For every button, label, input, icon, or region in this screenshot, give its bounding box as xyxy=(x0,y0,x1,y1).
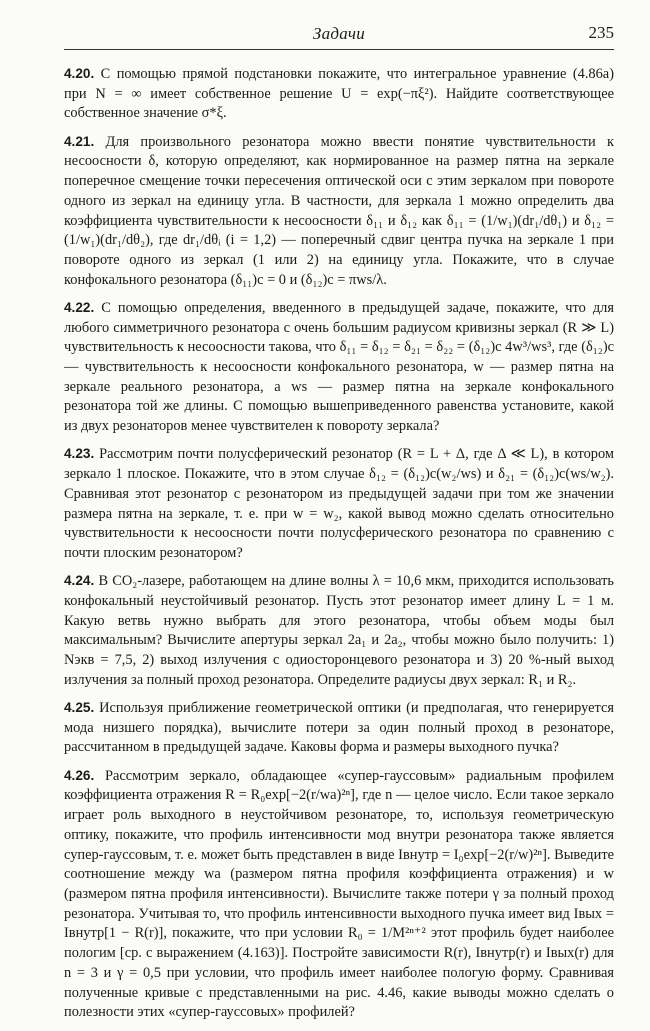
problem-4-24 xyxy=(64,571,614,690)
section-title: Задачи xyxy=(312,24,366,43)
problem-text: С помощью определения, введенного в предыдущей задаче, покажите, что для любого симметричного резонатора с очень большим радиусом кривизны зеркал (R ≫ L) чувствительность к несоосности такова, что δ₁₁ = δ₁₂ = δ₂₁ = δ₂₂ = (δ₁₂)c 4w³/ws³, где (δ₁₂)c — чувствительность к несоосности конфокального резонатора, w — размер пятна на зеркале реального резонатора, а ws — размер пятна на зеркале конфокального резонатора той же длины. С помощью вышеприведенного равенства установите, какой из двух резонаторов менее чувствителен к повороту зеркала? xyxy=(64,299,614,435)
problem-4-25 xyxy=(64,698,614,758)
problem-4-22 xyxy=(64,298,614,437)
problem-text: Рассмотрим зеркало, обладающее «супер-гауссовым» радиальным профилем коэффициента отражения R = R₀exp[−2(r/wa)²ⁿ], где n — целое число. Если такое зеркало играет роль выходного в неустойчивом резонаторе, то, используя геометрическую оптику, покажите, что профиль интенсивности мод внутри резонатора также является супер-гауссовым, т. е. может быть представлен в виде Iвнутр = I₀exp[−2(r/w)²ⁿ]. Выведите соотношение между wa (размером пятна профиля коэффициента отражения) и w (размером пятна профиля интенсивности). Вычислите также потери γ за полный проход резонатора. Учитывая то, что профиль интенсивности выходного пучка имеет вид Iвых = Iвнутр[1 − R(r)], покажите, что при условии R₀ = 1/M²ⁿ⁺² этот профиль будет наиболее пологим [ср. с выражением (4.163)]. Постройте зависимости R(r), Iвнутр(r) и Iвых(r) для n = 3 и γ = 0,5 при условии, что профиль имеет наиболее пологую форму. Сравнивая полученные кривые с представленными на рис. 4.46, какие выводы можно сделать о полезности этих «супер-гауссовых» профилей? xyxy=(64,767,614,1021)
header-divider xyxy=(64,49,614,50)
problem-text: В CO₂-лазере, работающем на длине волны λ = 10,6 мкм, приходится использовать конфокальный неустойчивый резонатор. Пусть этот резонатор имеет длину L = 1 м. Какую ветвь нужно выбрать для этого резонатора, чтобы объем моды был максимальным? Вычислите апертуры зеркал 2a₁ и 2a₂, чтобы можно было получить: 1) Nэкв = 7,5, 2) выход излучения с одиосторонцевого резонатора и 3) 20 %-ный выход излучения за полный проход резонатора. Определите радиусы двух зеркал: R₁ и R₂. xyxy=(64,573,614,688)
problem-number: 4.26. xyxy=(64,767,95,783)
problem-4-20 xyxy=(64,64,614,124)
problem-text: С помощью прямой подстановки покажите, что интегральное уравнение (4.86а) при N = ∞ имеет собственное решение U = exp(−πξ²). Найдите соответствующее собственное значение σ*ξ. xyxy=(64,66,614,122)
problem-4-23 xyxy=(64,444,614,563)
problem-number: 4.24. xyxy=(64,573,95,589)
problem-text: Для произвольного резонатора можно ввести понятие чувствительности к несоосности δ, которую определяют, как нормированное на размер пятна на зеркале поперечное смещение точки пересечения оптической оси с этим зеркалом при повороте одного из зеркал на единицу угла. В частности, для зеркала 1 можно определить два коэффициента чувствительности к несоосности δ₁₁ и δ₁₂ как δ₁₁ = (1/w₁)(dr₁/dθ₁) и δ₁₂ = (1/w₁)(dr₁/dθ₂), где dr₁/dθᵢ (i = 1,2) — поперечный сдвиг центра пучка на зеркале 1 при повороте одного из зеркал (1 или 2) на единицу угла. Покажите, что в случае конфокального резонатора (δ₁₁)c = 0 и (δ₁₂)c = πws/λ. xyxy=(64,133,614,288)
problem-number: 4.23. xyxy=(64,446,95,462)
page-number: 235 xyxy=(588,23,614,42)
problem-4-26 xyxy=(64,766,614,1023)
problem-text: Рассмотрим почти полусферический резонатор (R = L + Δ, где Δ ≪ L), в котором зеркало 1 плоское. Покажите, что в этом случае δ₁₂ = (δ₁₂)c(w₂/ws) и δ₂₁ = (δ₁₂)c(ws/w₂). Сравнивая этот резонатор с резонатором из предыдущей задачи при том же значении размера пятна на зеркале, т. е. при w = w₂, какой вывод можно сделать относительно чувствительности к несоосности почти полусферического резонатора по сравнению с почти плоским резонатором? xyxy=(64,446,614,561)
running-header xyxy=(64,22,614,46)
problem-number: 4.22. xyxy=(64,299,95,315)
problems-list xyxy=(64,64,614,1031)
problem-4-21 xyxy=(64,132,614,291)
problem-number: 4.20. xyxy=(64,66,95,81)
problem-text: Используя приближение геометрической оптики (и предполагая, что генерируется мода низшего порядка), вычислите потери за один полный проход в резонаторе, рассчитанном в предыдущей задаче. Каковы форма и размеры выходного пучка? xyxy=(64,700,614,756)
problem-number: 4.21. xyxy=(64,133,95,149)
problem-number: 4.25. xyxy=(64,700,95,716)
